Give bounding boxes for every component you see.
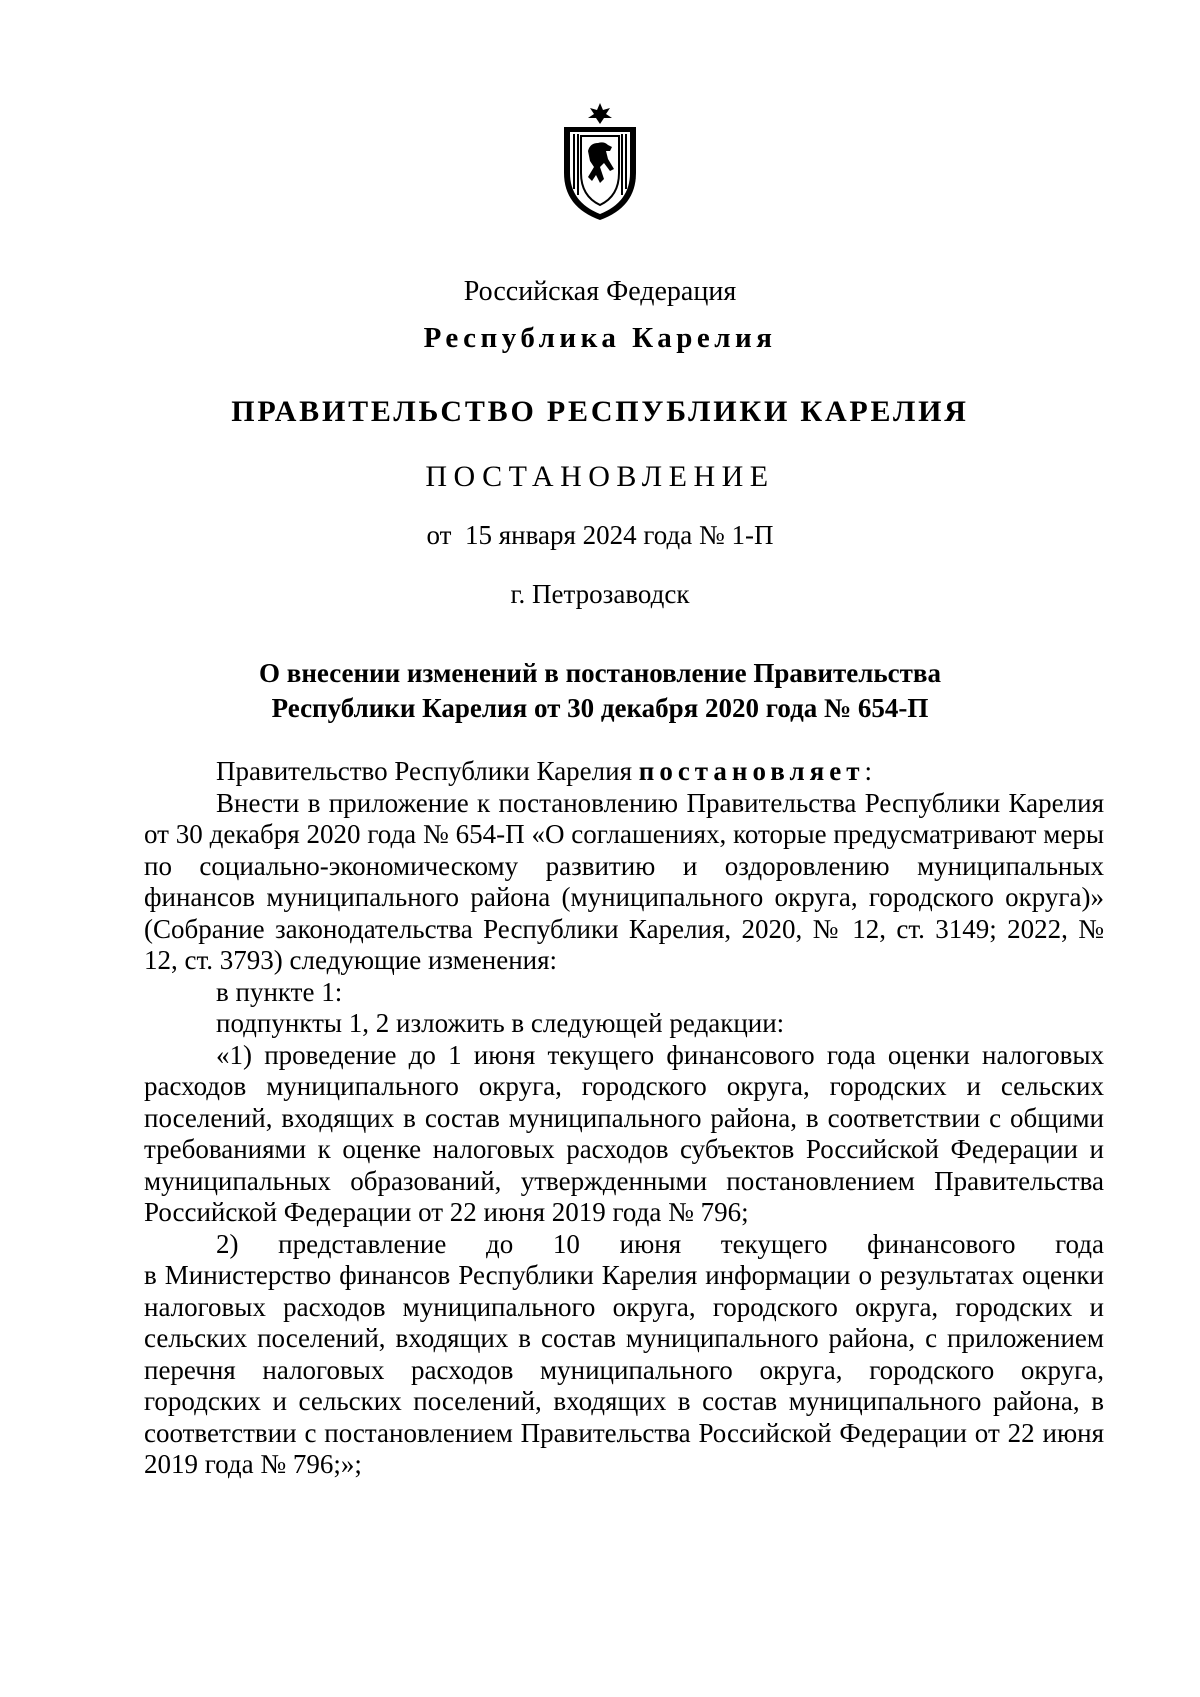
country-name: Российская Федерация [463, 276, 737, 307]
document-title-line-2: Республики Карелия от 30 декабря 2020 года № 654-П [271, 693, 929, 723]
document-date-number: от 15 января 2024 года № 1-П [426, 520, 774, 550]
decree-intro-text: Правительство Республики Карелия [216, 756, 639, 786]
document-title [0, 656, 1200, 726]
coat-of-arms-emblem [560, 103, 640, 223]
document-type: ПОСТАНОВЛЕНИЕ [425, 460, 775, 493]
document-body [144, 756, 1104, 1481]
paragraph-subpoint-2-rest: в Министерство финансов Республики Карелия информации о результатах оценки налоговых расходов муниципального округа, городского округа, городских и сельских поселений, входящих в состав муниципального района, с приложением перечня налоговых расходов муниципального округа, городского округа, городских и сельских поселений, входящих в состав муниципального района, в соответствии с постановлением Правительства Российской Федерации от 22 июня 2019 года № 796;»; [144, 1260, 1104, 1479]
decree-colon: : [864, 756, 873, 786]
document-city: г. Петрозаводск [510, 579, 690, 609]
decree-keyword: постановляет [638, 756, 865, 786]
republic-name: Республика Карелия [423, 322, 777, 354]
paragraph-subpoints: подпункты 1, 2 изложить в следующей редакции: [216, 1008, 785, 1038]
government-name: ПРАВИТЕЛЬСТВО РЕСПУБЛИКИ КАРЕЛИЯ [231, 395, 969, 428]
paragraph-subpoint-1: «1) проведение до 1 июня текущего финансового года оценки налоговых расходов муниципального округа, городского округа, городских и сельских поселений, входящих в состав муниципального района, в соответствии с общими требованиями к оценке налоговых расходов субъектов Российской Федерации и муниципальных образований, утвержденными постановлением Правительства Российской Федерации от 22 июня 2019 года № 796; [144, 1039, 1104, 1227]
decree-intro-paragraph [144, 756, 1104, 788]
paragraph-subpoint-2-first-line: 2) представление до 10 июня текущего финансового года [216, 1228, 1104, 1259]
paragraph-point-1: в пункте 1: [216, 976, 343, 1007]
paragraph-amendment-intro: Внести в приложение к постановлению Правительства Республики Карелия от 30 декабря 2020 года № 654-П «О соглашениях, которые предусматривают меры по социально-экономическому развитию и оздоровлению муниципальных финансов муниципального района (муниципального округа, городского округа)» (Собрание законодательства Республики Карелия, 2020, № 12, ст. 3149; 2022, № 12, ст. 3793) следующие изменения: [144, 787, 1104, 975]
document-title-line-1: О внесении изменений в постановление Правительства [259, 658, 941, 688]
